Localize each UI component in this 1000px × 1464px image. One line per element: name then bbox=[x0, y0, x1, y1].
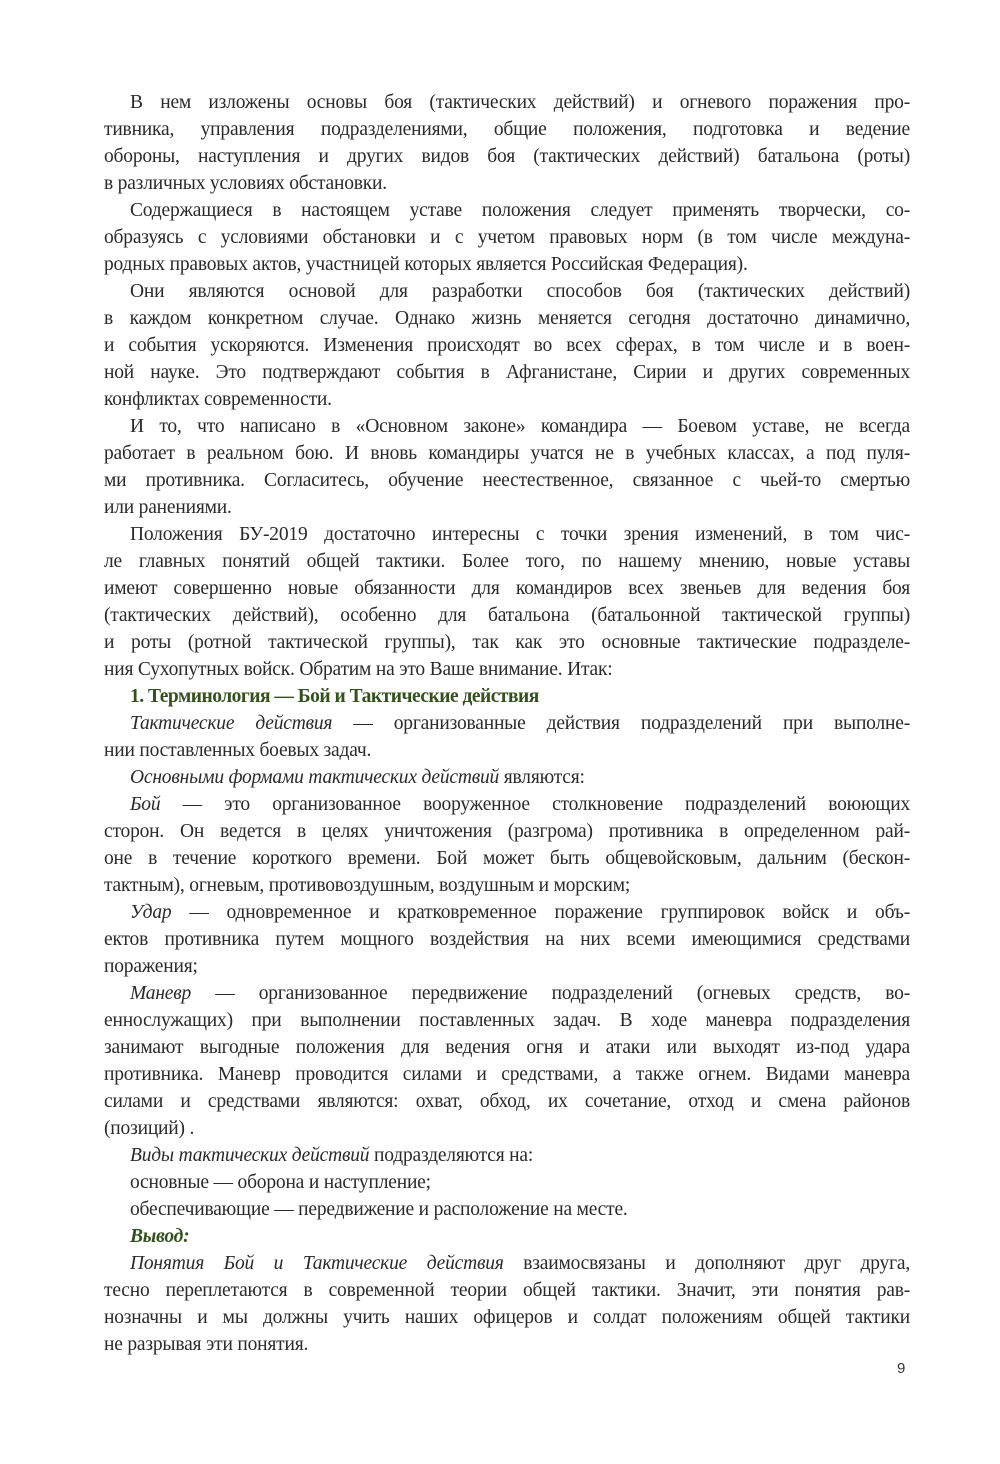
text-line bbox=[104, 1223, 910, 1250]
text-line bbox=[104, 413, 910, 440]
text-segment: силами и средствами являются: охват, обход, их сочетание, отход и смена районов bbox=[104, 1091, 910, 1112]
text-segment: или ранениями. bbox=[104, 497, 232, 518]
text-segment: тактным), огневым, противовоздушным, воздушным и морским; bbox=[104, 875, 631, 896]
text-segment: оне в течение короткого времени. Бой может быть общевойсковым, дальним (бескон- bbox=[104, 848, 910, 869]
text-line bbox=[104, 251, 910, 278]
text-segment: конфликтах современности. bbox=[104, 389, 332, 410]
text-segment: тивника, управления подразделениями, общие положения, подготовка и ведение bbox=[104, 119, 910, 140]
italic-term: Маневр bbox=[130, 983, 192, 1004]
text-segment: в каждом конкретном случае. Однако жизнь меняется сегодня достаточно динамично, bbox=[104, 308, 910, 329]
text-segment: не разрывая эти понятия. bbox=[104, 1334, 309, 1355]
text-segment: являются: bbox=[499, 767, 585, 788]
text-line bbox=[104, 737, 910, 764]
text-line bbox=[104, 467, 910, 494]
italic-term: Удар bbox=[130, 902, 172, 923]
text-segment: — организованные действия подразделений при выполне- bbox=[332, 713, 910, 734]
text-line bbox=[104, 1169, 910, 1196]
text-segment: Они являются основой для разработки способов боя (тактических действий) bbox=[130, 281, 910, 302]
text-segment: в различных условиях обстановки. bbox=[104, 173, 387, 194]
text-line bbox=[104, 683, 910, 710]
text-line bbox=[104, 575, 910, 602]
text-segment: образуясь с условиями обстановки и с учетом правовых норм (в том числе междуна- bbox=[104, 227, 910, 248]
text-line bbox=[104, 602, 910, 629]
text-segment: обеспечивающие — передвижение и расположение на месте. bbox=[130, 1199, 628, 1220]
text-line bbox=[104, 332, 910, 359]
text-segment: нозначны и мы должны учить наших офицеров и солдат положениям общей тактики bbox=[104, 1307, 910, 1328]
text-segment: и роты (ротной тактической группы), так как это основные тактические подразделе- bbox=[104, 632, 910, 653]
text-segment: еннослужащих) при выполнении поставленных задач. В ходе маневра подразделения bbox=[104, 1010, 910, 1031]
text-line bbox=[104, 1034, 910, 1061]
italic-term: Виды тактических действий bbox=[130, 1145, 370, 1166]
italic-term: Тактические действия bbox=[130, 713, 333, 734]
text-line bbox=[104, 278, 910, 305]
text-line bbox=[104, 818, 910, 845]
conclusion-label: Вывод: bbox=[130, 1226, 190, 1247]
text-segment: ной науке. Это подтверждают события в Афганистане, Сирии и других современных bbox=[104, 362, 910, 383]
text-segment: взаимосвязаны и дополняют друг друга, bbox=[503, 1253, 910, 1274]
text-segment: и события ускоряются. Изменения происходят во всех сферах, в том числе и в воен- bbox=[104, 335, 910, 356]
text-segment: (позиций) . bbox=[104, 1118, 195, 1139]
text-line bbox=[104, 980, 910, 1007]
text-segment: — это организованное вооруженное столкновение подразделений воюющих bbox=[160, 794, 910, 815]
text-segment: ми противника. Согласитесь, обучение неестественное, связанное с чьей-то смертью bbox=[104, 470, 910, 491]
text-line bbox=[104, 1331, 910, 1358]
text-line bbox=[104, 89, 910, 116]
text-line bbox=[104, 170, 910, 197]
text-line bbox=[104, 791, 910, 818]
text-line bbox=[104, 1277, 910, 1304]
text-segment: — организованное передвижение подразделений (огневых средств, во- bbox=[191, 983, 910, 1004]
text-line bbox=[104, 710, 910, 737]
text-line bbox=[104, 629, 910, 656]
text-line bbox=[104, 224, 910, 251]
text-segment: противника. Маневр проводится силами и средствами, а также огнем. Видами маневра bbox=[104, 1064, 910, 1085]
page-number: 9 bbox=[897, 1360, 906, 1377]
text-segment: сторон. Он ведется в целях уничтожения (разгрома) противника в определенном рай- bbox=[104, 821, 910, 842]
italic-term: Понятия Бой и Тактические действия bbox=[130, 1253, 504, 1274]
text-segment: родных правовых актов, участницей которых является Российская Федерация). bbox=[104, 254, 748, 275]
text-segment: ния Сухопутных войск. Обратим на это Ваше внимание. Итак: bbox=[104, 659, 613, 680]
text-line bbox=[104, 305, 910, 332]
text-segment: основные — оборона и наступление; bbox=[130, 1172, 431, 1193]
text-line bbox=[104, 1088, 910, 1115]
text-line bbox=[104, 1115, 910, 1142]
text-line bbox=[104, 548, 910, 575]
text-line bbox=[104, 1304, 910, 1331]
text-line bbox=[104, 953, 910, 980]
section-heading: 1. Терминология — Бой и Тактические действия bbox=[130, 686, 539, 707]
text-segment: работает в реальном бою. И вновь командиры учатся не в учебных классах, а под пуля- bbox=[104, 443, 910, 464]
text-segment: занимают выгодные положения для ведения огня и атаки или выходят из-под удара bbox=[104, 1037, 910, 1058]
text-line bbox=[104, 521, 910, 548]
text-line bbox=[104, 440, 910, 467]
text-line bbox=[104, 899, 910, 926]
text-segment: обороны, наступления и других видов боя (тактических действий) батальона (роты) bbox=[104, 146, 910, 167]
text-segment: ле главных понятий общей тактики. Более того, по нашему мнению, новые уставы bbox=[104, 551, 910, 572]
text-segment: ектов противника путем мощного воздействия на них всеми имеющимися средствами bbox=[104, 929, 910, 950]
text-segment: В нем изложены основы боя (тактических действий) и огневого поражения про- bbox=[130, 92, 910, 113]
text-segment: Содержащиеся в настоящем уставе положения следует применять творчески, со- bbox=[130, 200, 910, 221]
text-line bbox=[104, 1250, 910, 1277]
text-line bbox=[104, 872, 910, 899]
text-segment: тесно переплетаются в современной теории общей тактики. Значит, эти понятия рав- bbox=[104, 1280, 910, 1301]
text-segment: нии поставленных боевых задач. bbox=[104, 740, 372, 761]
text-line bbox=[104, 656, 910, 683]
text-line bbox=[104, 1142, 910, 1169]
text-line bbox=[104, 197, 910, 224]
text-line bbox=[104, 1007, 910, 1034]
text-line bbox=[104, 764, 910, 791]
text-segment: поражения; bbox=[104, 956, 198, 977]
text-line bbox=[104, 926, 910, 953]
text-line bbox=[104, 494, 910, 521]
text-segment: И то, что написано в «Основном законе» командира — Боевом уставе, не всегда bbox=[130, 416, 910, 437]
text-segment: подразделяются на: bbox=[369, 1145, 534, 1166]
text-line bbox=[104, 359, 910, 386]
text-segment: — одновременное и кратковременное поражение группировок войск и объ- bbox=[171, 902, 910, 923]
italic-term: Основными формами тактических действий bbox=[130, 767, 500, 788]
text-segment: (тактических действий), особенно для батальона (батальонной тактической группы) bbox=[104, 605, 910, 626]
text-segment: имеют совершенно новые обязанности для командиров всех звеньев для ведения боя bbox=[104, 578, 910, 599]
text-line bbox=[104, 143, 910, 170]
text-line bbox=[104, 845, 910, 872]
text-line bbox=[104, 386, 910, 413]
text-line bbox=[104, 1061, 910, 1088]
italic-term: Бой bbox=[130, 794, 161, 815]
text-segment: Положения БУ-2019 достаточно интересны с точки зрения изменений, в том чис- bbox=[130, 524, 910, 545]
text-line bbox=[104, 1196, 910, 1223]
document-body bbox=[104, 89, 910, 1358]
text-line bbox=[104, 116, 910, 143]
